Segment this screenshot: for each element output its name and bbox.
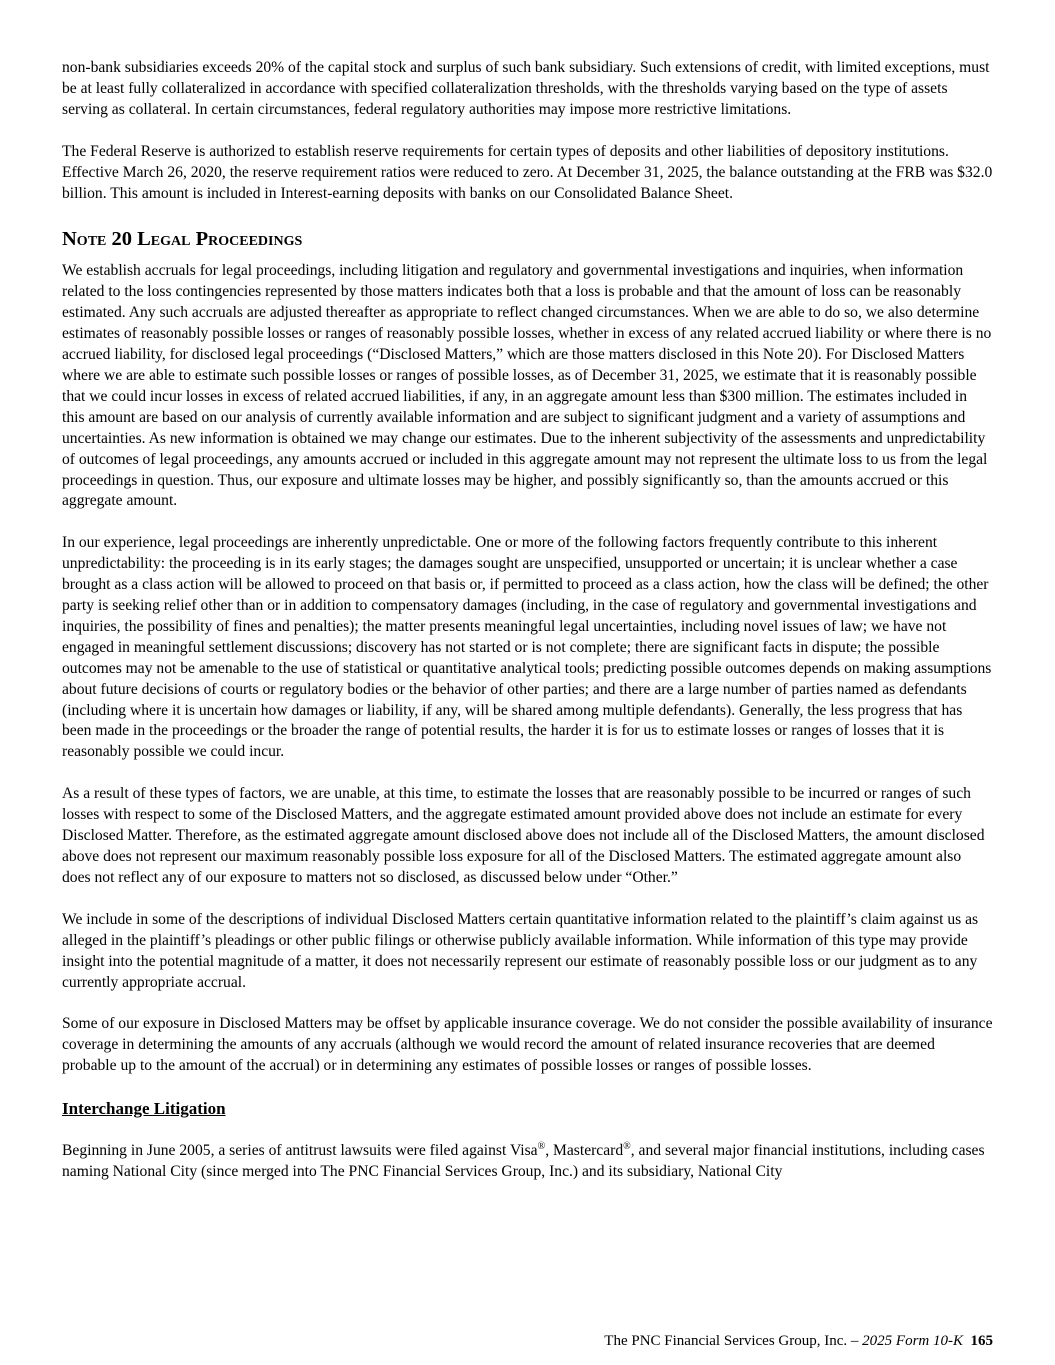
interchange-text-post: , and several major financial institutions, including cases naming National City (since merged into The PNC Financial Services Group, Inc.) and its subsidiary, National City [62,1142,985,1181]
registered-trademark-icon: ® [537,1140,546,1152]
paragraph-federal-reserve: The Federal Reserve is authorized to establish reserve requirements for certain types of deposits and other liabilities of depository institutions. Effective March 26, 2020, the reserve requirement ratios were reduced to zero. At December 31, 2025, the balance outstanding at the FRB was $32.0 billion. This amount is included in Interest-earning deposits with banks on our Consolidated Balance Sheet. [62,142,993,202]
paragraph-insurance-coverage: Some of our exposure in Disclosed Matters may be offset by applicable insurance coverage. We do not consider the possible availability of insurance coverage in determining the amounts of any accruals (although we would record the amount of related insurance recoveries that are deemed probable up to the amount of the accrual) or in determining any estimates of possible losses or ranges of possible losses. [62,1015,993,1075]
footer-page-number: 165 [970,1333,993,1349]
footer-form-title: 2025 Form 10-K [862,1333,963,1349]
paragraph-bank-subsidiaries: non-bank subsidiaries exceeds 20% of the capital stock and surplus of such bank subsidiary. Such extensions of credit, with limited exceptions, must be at least fully collateralized in accordance with specified collateralization thresholds, with the thresholds varying based on the type of assets serving as collateral. In certain circumstances, federal regulatory authorities may impose more restrictive limitations. [62,59,990,118]
paragraph-interchange-intro [62,1141,993,1183]
registered-trademark-icon: ® [623,1140,631,1152]
paragraph-legal-accruals: We establish accruals for legal proceedings, including litigation and regulatory and governmental investigations and inquiries, when information related to the loss contingencies represented by those matters indicates both that a loss is probable and that the amount of loss can be reasonably estimated. Any such accruals are adjusted thereafter as appropriate to reflect changed circumstances. When we are able to do so, we also determine estimates of reasonably possible losses or ranges of reasonably possible losses, whether in excess of any related accrued liability or where there is no accrued liability, for disclosed legal proceedings (“Disclosed Matters,” which are those matters disclosed in this Note 20). For Disclosed Matters where we are able to estimate such possible losses or ranges of possible losses, as of December 31, 2025, we estimate that it is reasonably possible that we could incur losses in excess of related accrued liabilities, if any, in an aggregate amount less than $300 million. The estimates included in this amount are based on our analysis of currently available information and are subject to significant judgment and a variety of assumptions and uncertainties. As new information is obtained we may change our estimates. Due to the inherent subjectivity of the assessments and unpredictability of outcomes of legal proceedings, any amounts accrued or included in this aggregate amount may not represent the ultimate loss to us from the legal proceedings in question. Thus, our exposure and ultimate losses may be higher, and possibly significantly so, than the amounts accrued or this aggregate amount. [62,262,992,510]
footer-spacer [963,1333,971,1349]
interchange-litigation-heading: Interchange Litigation [62,1099,226,1119]
paragraph-quantitative-information: We include in some of the descriptions of individual Disclosed Matters certain quantitative information related to the plaintiff’s claim against us as alleged in the plaintiff’s pleadings or other public filings or otherwise publicly available information. While information of this type may provide insight into the potential magnitude of a matter, it does not necessarily represent our estimate of reasonably possible loss or our judgment as to any currently appropriate accrual. [62,910,979,991]
interchange-text-pre: Beginning in June 2005, a series of antitrust lawsuits were filed against Visa [62,1142,538,1160]
paragraph-estimate-limitations: As a result of these types of factors, we are unable, at this time, to estimate the losses that are reasonably possible to be incurred or ranges of such losses with respect to some of the Disclosed Matters, and the aggregate estimated amount provided above does not include an estimate for every Disclosed Matter. Therefore, as the estimated aggregate amount disclosed above does not include all of the Disclosed Matters, the amount disclosed above does not represent our maximum reasonably possible loss exposure for all of the Disclosed Matters. The estimated aggregate amount also does not reflect any of our exposure to matters not so disclosed, as discussed below under “Other.” [62,785,985,886]
page-footer [604,1332,993,1350]
paragraph-unpredictability-factors: In our experience, legal proceedings are inherently unpredictable. One or more of the following factors frequently contribute to this inherent unpredictability: the proceeding is in its early stages; the damages sought are unspecified, unsupported or uncertain; it is unclear whether a case brought as a class action will be allowed to proceed on that basis or, if permitted to proceed as a class action, how the class will be defined; the other party is seeking relief other than or in addition to compensatory damages (including, in the case of regulatory and governmental investigations and inquiries, the possibility of fines and penalties); the matter presents meaningful legal uncertainties, including novel issues of law; we have not engaged in meaningful settlement discussions; discovery has not started or is not complete; there are significant facts in dispute; the possible outcomes may not be amenable to the use of statistical or quantitative analytical tools; predicting possible outcomes depends on making assumptions about future decisions of courts or regulatory bodies or the behavior of other parties; and there are a large number of parties named as defendants (including where it is uncertain how damages or liability, if any, will be shared among multiple defendants). Generally, the less progress that has been made in the proceedings or the broader the range of potential results, the harder it is for us to estimate losses or ranges of losses that it is reasonably possible we could incur. [62,534,992,761]
interchange-text-mid: , Mastercard [545,1142,624,1160]
footer-company-name: The PNC Financial Services Group, Inc. – [604,1333,863,1349]
note-20-legal-proceedings-heading: Note 20 Legal Proceedings [62,228,303,251]
